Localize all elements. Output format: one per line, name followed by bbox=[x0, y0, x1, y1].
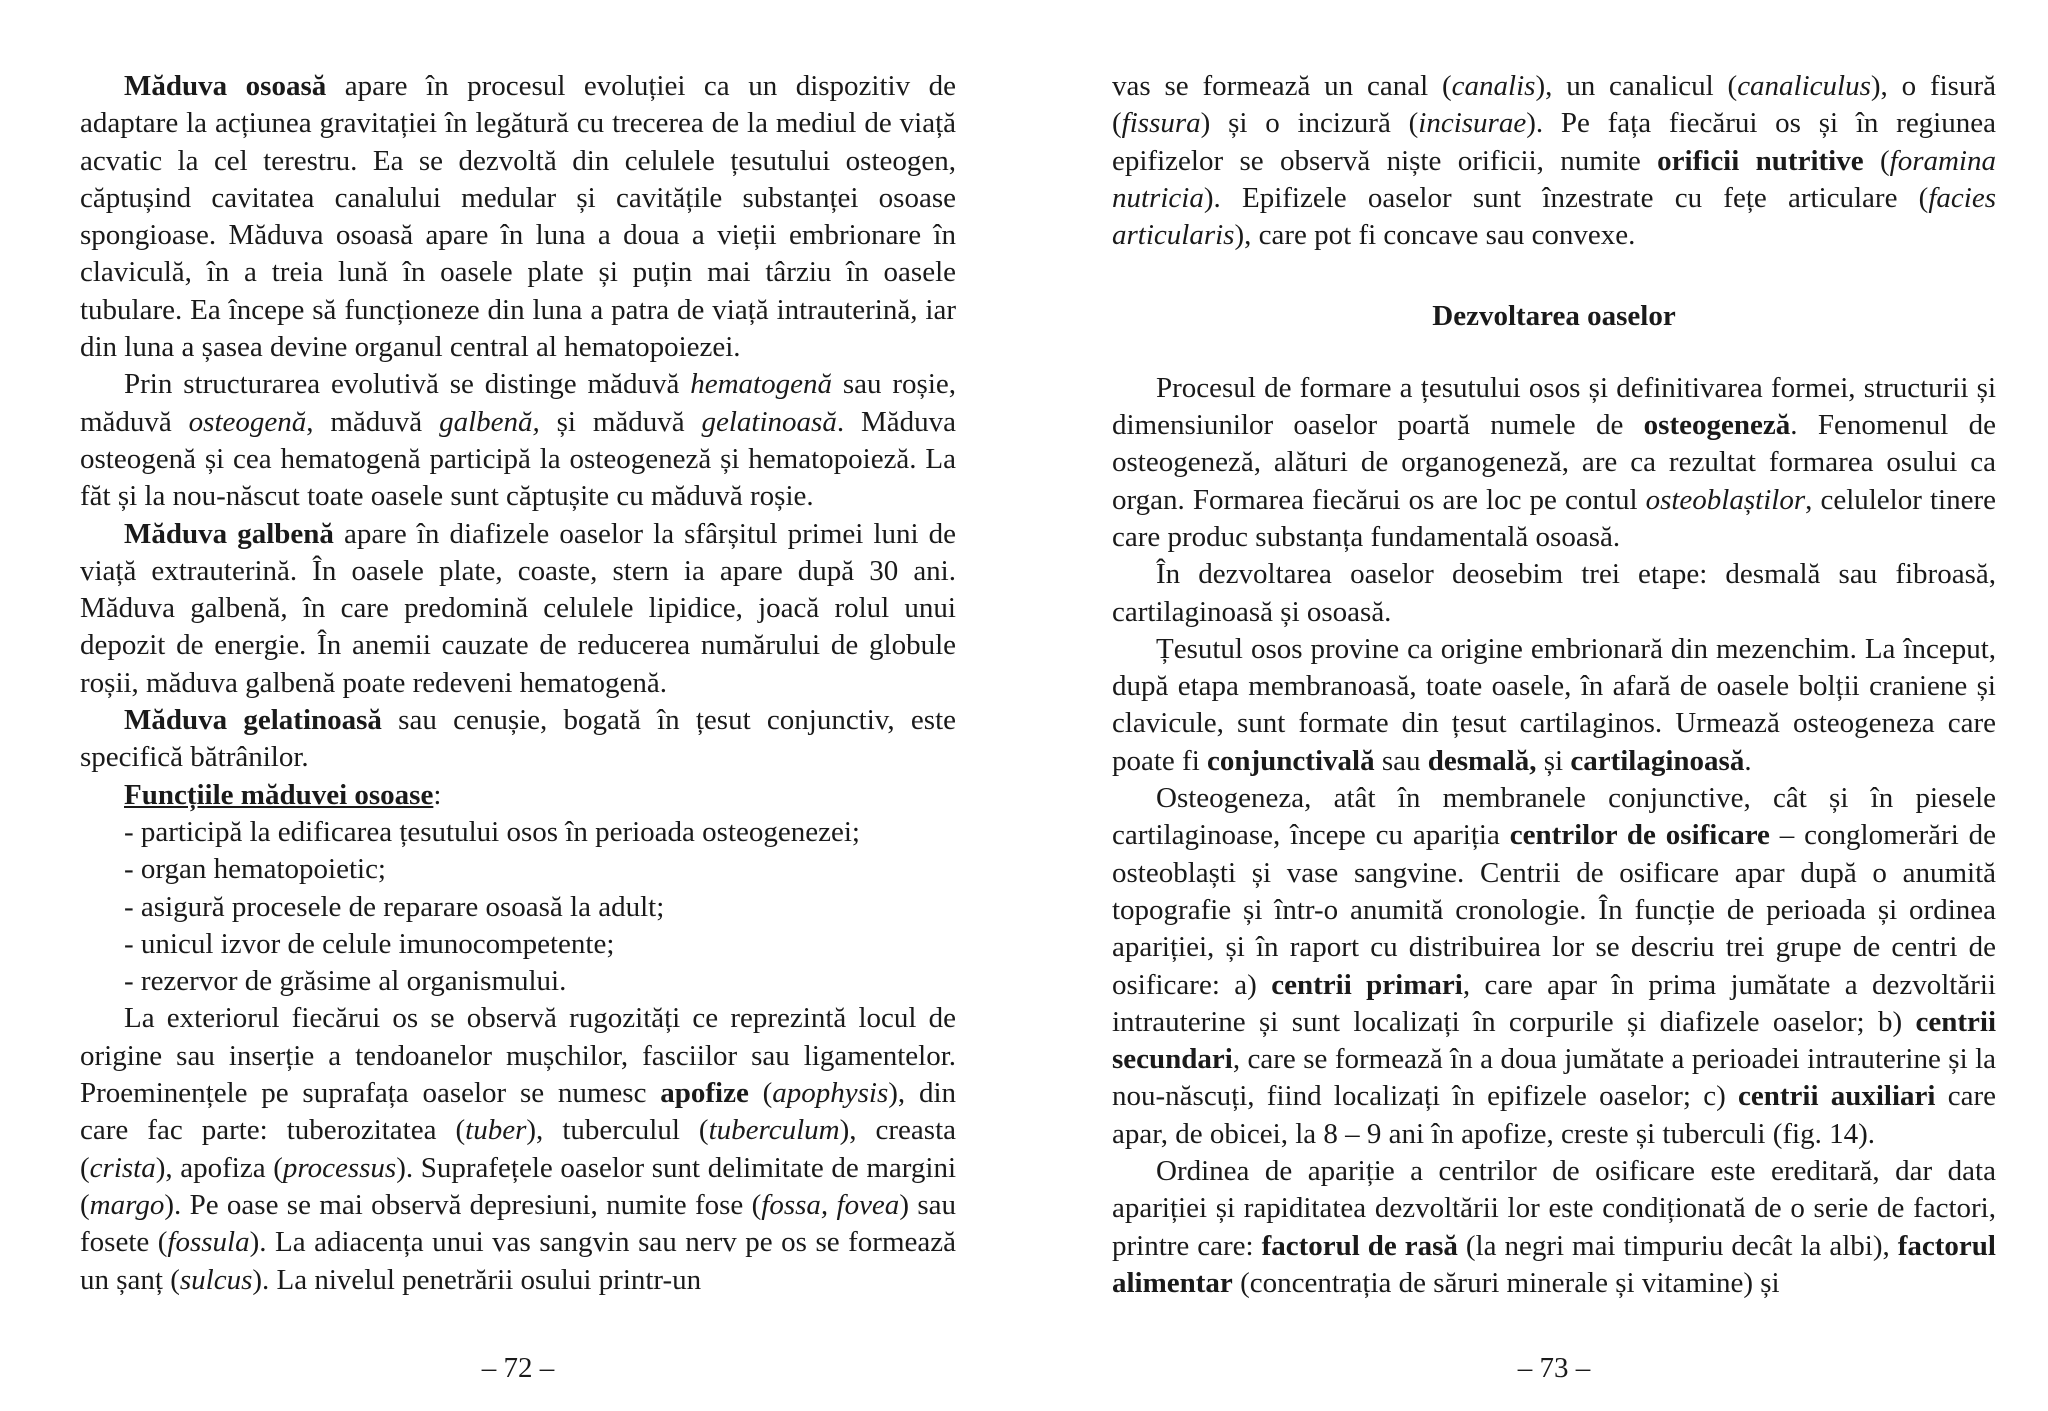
page-number: – 73 – bbox=[1517, 1352, 1591, 1384]
page-number: – 72 – bbox=[481, 1352, 555, 1384]
list-item: - unicul izvor de celule imunocompetente; bbox=[124, 927, 615, 960]
list-item: - participă la edificarea țesutului osos în perioada osteogenezei; bbox=[124, 815, 860, 848]
paragraph: Procesul de formare a țesutului osos și definitivarea formei, structurii și dimensiunilor oaselor poartă numele de osteogeneză. Fenomenul de osteogeneză, alături de organogeneză, are ca rezultat formarea osului ca organ. Formarea fiecărui os are loc pe contul osteoblaștilor, celulelor tinere care produc substanța fundamentală osoasă. bbox=[1112, 371, 1996, 553]
right-page bbox=[1112, 68, 1996, 1302]
functions-heading bbox=[124, 777, 956, 814]
paragraph: Ordinea de apariție a centrilor de osificare este ereditară, dar data apariției și rapiditatea dezvoltării lor este condiționată de o serie de factori, printre care: factorul de rasă (la negri mai timpuriu decât la albi), factorul alimentar (concentrația de săruri minerale și vitamine) și bbox=[1112, 1155, 1996, 1299]
list-item: - rezervor de grăsime al organismului. bbox=[124, 965, 567, 998]
functions-title: Funcțiile măduvei osoase bbox=[124, 778, 434, 811]
paragraph: Țesutul osos provine ca origine embrionară din mezenchim. La început, după etapa membranoasă, toate oasele, în afară de oasele bolții craniene și clavicule, sunt formate din țesut cartilaginos. Urmează osteogeneza care poate fi conjunctivală sau desmală, și cartilaginoasă. bbox=[1112, 632, 1996, 777]
left-page bbox=[80, 68, 956, 1299]
list-item: - organ hematopoietic; bbox=[124, 853, 386, 886]
paragraph: Osteogeneza, atât în membranele conjunctive, cât și în piesele cartilaginoase, începe cu apariția centrilor de osificare – conglomerări de osteoblaști și vase sangvine. Centrii de osificare apar după o anumită topografie și într-o anumită cronologie. În funcție de perioada și ordinea apariției, și în raport cu distribuirea lor se descriu trei grupe de centri de osificare: a) centrii primari, care apar în prima jumătate a dezvoltării intrauterine și sunt localizați în corpurile și diafizele oaselor; b) centrii secundari, care se formează în a doua jumătate a perioadei intrauterine și la nou-născuți, fiind localizați în epifizele oaselor; c) centrii auxiliari care apar, de obicei, la 8 – 9 ani în apofize, creste și tuberculi (fig. 14). bbox=[1112, 782, 1996, 1150]
paragraph: Măduva gelatinoasă sau cenușie, bogată în țesut conjunctiv, este specifică bătrânilor. bbox=[80, 704, 956, 774]
paragraph: Măduva osoasă apare în procesul evoluției ca un dispozitiv de adaptare la acțiunea gravitației în legătură cu trecerea de la mediul de viață acvatic la cel terestru. Ea se dezvoltă din celulele țesutului osteogen, căptușind cavitatea canalului medular și cavitățile substanței osoase spongioase. Măduva osoasă apare în luna a doua a vieții embrionare în claviculă, în a treia lună în oasele plate și puțin mai târziu în oasele tubulare. Ea începe să funcționeze din luna a patra de viață intrauterină, iar din luna a șasea devine organul central al hematopoiezei. bbox=[80, 70, 957, 364]
section-heading: Dezvoltarea oaselor bbox=[1432, 300, 1676, 333]
paragraph: Măduva galbenă apare în diafizele oaselor la sfârșitul primei luni de viață extrauterină. În oasele plate, coaste, stern ia apare după 30 ani. Măduva galbenă, în care predomină celulele lipidice, joacă rolul unui depozit de energie. În anemii cauzate de reducerea numărului de globule roșii, măduva galbenă poate redeveni hematogenă. bbox=[80, 517, 956, 699]
paragraph-continuation: vas se formează un canal (canalis), un canalicul (canaliculus), o fisură (fissura) și o incizură (incisurae). Pe fața fiecărui os și în regiunea epifizelor se observă niște orificii, numite orificii nutritive (foramina nutricia). Epifizele oaselor sunt înzestrate cu fețe articulare (facies articularis), care pot fi concave sau convexe. bbox=[1112, 70, 1996, 252]
list-item: - asigură procesele de reparare osoasă la adult; bbox=[124, 890, 665, 923]
paragraph: În dezvoltarea oaselor deosebim trei etape: desmală sau fibroasă, cartilaginoasă și osoasă. bbox=[1112, 558, 1996, 628]
functions-colon: : bbox=[433, 778, 442, 811]
paragraph: Prin structurarea evolutivă se distinge măduvă hematogenă sau roșie, măduvă osteogenă, măduvă galbenă, și măduvă gelatinoasă. Măduva osteogenă și cea hematogenă participă la osteogeneză și hematopoieză. La făt și la nou-născut toate oasele sunt căptușite cu măduvă roșie. bbox=[80, 368, 956, 513]
paragraph: La exteriorul fiecărui os se observă rugozități ce reprezintă locul de origine sau inserție a tendoanelor mușchilor, fasciilor sau ligamentelor. Proeminențele pe suprafața oaselor se numesc apofize (apophysis), din care fac parte: tuberozitatea (tuber), tuberculul (tuberculum), creasta (crista), apofiza (processus). Suprafețele oaselor sunt delimitate de margini (margo). Pe oase se mai observă depresiuni, numite fose (fossa, fovea) sau fosete (fossula). La adiacența unui vas sangvin sau nerv pe os se formează un șanț (sulcus). La nivelul penetrării osului printr-un bbox=[80, 1002, 957, 1296]
